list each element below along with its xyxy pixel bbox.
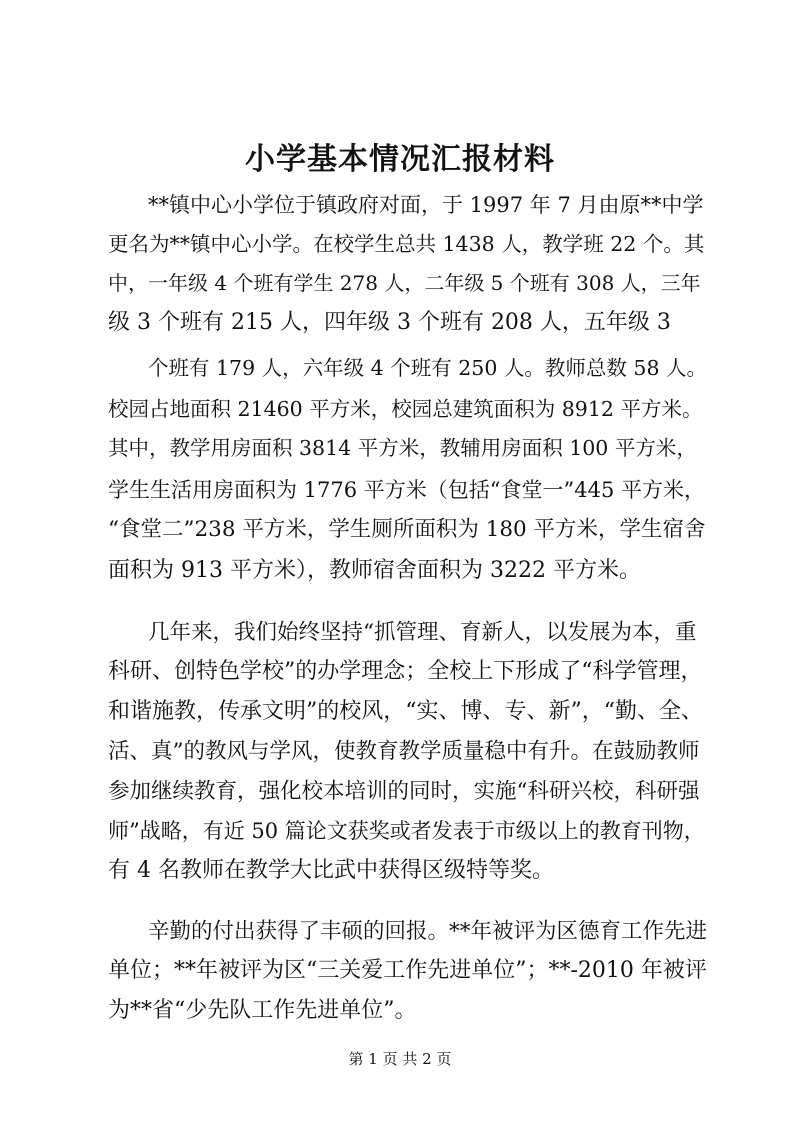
paragraph-line: “食堂二”238 平方米，学生厕所面积为 180 平方米，学生宿舍 (108, 517, 706, 542)
paragraph-line: 参加继续教育，强化校本培训的同时，实施“科研兴校，科研强 (108, 779, 700, 804)
paragraph-line: **镇中心小学位于镇政府对面，于 1997 年 7 月由原**中学 (148, 193, 704, 217)
paragraph-line: 辛勤的付出获得了丰硕的回报。**年被评为区德育工作先进 (148, 919, 708, 944)
paragraph-line: 个班有 179 人，六年级 4 个班有 250 人。教师总数 58 人。 (148, 356, 708, 380)
paragraph-line: 校园占地面积 21460 平方米，校园总建筑面积为 8912 平方米。 (108, 397, 703, 421)
paragraph-line: 科研、创特色学校”的办学理念；全校上下形成了“科学管理， (108, 659, 703, 684)
paragraph-line: 和谐施教，传承文明”的校风，“实、博、专、新”，“勤、全、 (108, 699, 703, 724)
paragraph-line: 学生生活用房面积为 1776 平方米（包括“食堂一”445 平方米， (108, 478, 706, 502)
paragraph-line: 单位；**年被评为区“三关爱工作先进单位”；**-2010 年被评 (108, 958, 707, 983)
paragraph-line: 中，一年级 4 个班有学生 278 人，二年级 5 个班有 308 人，三年 (108, 271, 701, 295)
page-number-footer: 第 1 页 共 2 页 (348, 1050, 452, 1068)
paragraph-line: 其中，教学用房面积 3814 平方米，教辅用房面积 100 平方米， (108, 436, 697, 460)
paragraph-line: 活、真”的教风与学风，使教育教学质量稳中有升。在鼓励教师 (108, 739, 700, 764)
document-title: 小学基本情况汇报材料 (245, 142, 555, 177)
paragraph-line: 面积为 913 平方米），教师宿舍面积为 3222 平方米。 (108, 558, 641, 583)
paragraph-line: 更名为**镇中心小学。在校学生总共 1438 人，教学班 22 个。其 (108, 232, 705, 256)
paragraph-line: 级 3 个班有 215 人，四年级 3 个班有 208 人，五年级 3 (108, 310, 671, 335)
paragraph-line: 有 4 名教师在教学大比武中获得区级特等奖。 (108, 858, 554, 883)
paragraph-line: 几年来，我们始终坚持“抓管理、育新人，以发展为本，重 (148, 620, 697, 645)
paragraph-line: 为**省“少先队工作先进单位”。 (108, 998, 417, 1023)
paragraph-line: 师”战略，有近 50 篇论文获奖或者发表于市级以上的教育刊物， (108, 819, 705, 843)
